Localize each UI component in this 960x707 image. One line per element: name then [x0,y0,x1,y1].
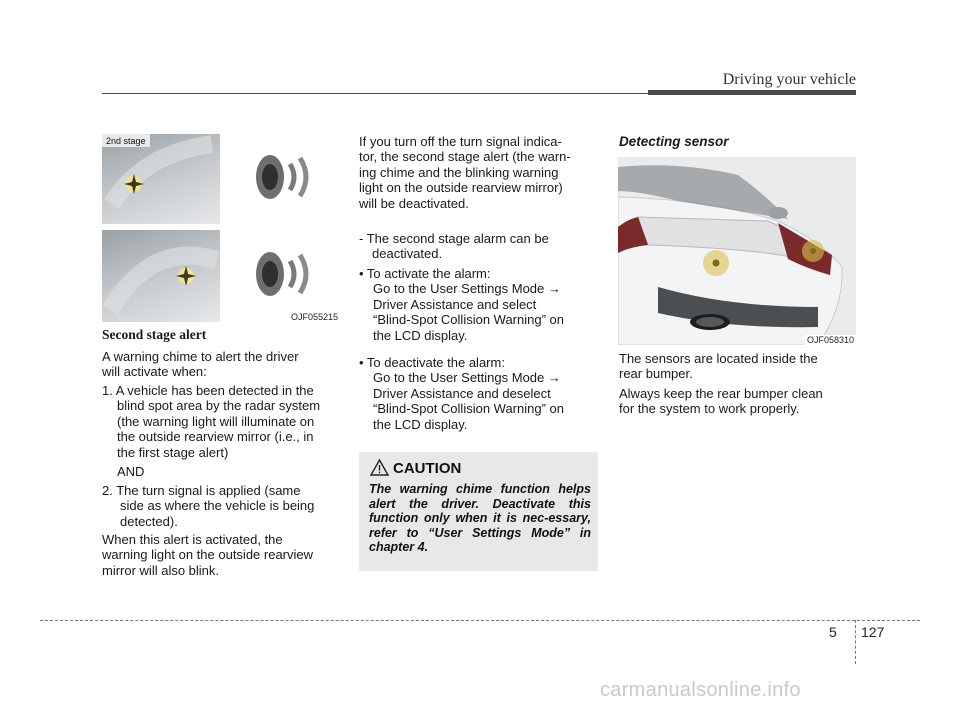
stage-label: 2nd stage [102,134,150,147]
turn-off-paragraph: If you turn off the turn signal indica- tor, the second stage alert (the warn- ing chime and the blinking warning light on the outside rearview mirror) will be deactivated. [359,134,571,211]
footer-rule [40,620,920,621]
header-rule [102,93,648,94]
page-number: 127 [861,624,885,640]
speaker-panel-bottom [224,230,340,322]
speaker-icon [224,134,340,224]
condition-1: 1. A vehicle has been detected in the blind spot area by the radar system (the warning light will illuminate on the outside rearview mirror (i.e., in the first stage alert) [102,383,321,460]
footer-vertical-rule [855,620,856,664]
second-stage-heading: Second stage alert [102,327,207,342]
chapter-number: 5 [829,624,837,640]
mirror-light-icon [102,230,220,322]
watermark: carmanualsonline.info [600,679,801,701]
caution-text: The warning chime function helps alert the driver. Deactivate this function only when it is nec-essary, refer to “User Settings Mode” in chapter 4. [369,482,591,555]
mirror-panel-top [102,134,220,224]
caution-title: CAUTION [393,460,462,477]
figure-code: OJF058310 [806,335,854,345]
section-title: Driving your vehicle [722,71,856,88]
caution-box [359,452,598,571]
deactivate-note: - The second stage alarm can be deactivated. [359,231,549,262]
closing-paragraph: When this alert is activated, the warning light on the outside rearview mirror will also blink. [102,532,314,578]
car-rear-illustration [618,157,856,345]
mirror-panel-bottom [102,230,220,322]
sensor-location-paragraph: The sensors are located inside the rear bumper. [619,351,818,382]
figure-code: OJF055215 [290,312,338,322]
mirror-light-icon [102,134,220,224]
header-bar [648,90,856,95]
speaker-panel-top [224,134,340,224]
detecting-sensor-heading: Detecting sensor [619,134,729,149]
activate-alarm-item: • To activate the alarm: Go to the User Settings Mode → Driver Assistance and select “Blind-Spot Collision Warning” on the LCD display. [359,266,564,343]
intro-paragraph: A warning chime to alert the driver will activate when: [102,349,299,380]
rear-bumper-sensor-photo [618,157,856,345]
warning-triangle-icon [370,459,389,476]
second-stage-illustration [102,134,340,322]
condition-2: 2. The turn signal is applied (same side as where the vehicle is being detected). [102,483,315,529]
deactivate-alarm-item: • To deactivate the alarm: Go to the User Settings Mode → Driver Assistance and deselect “Blind-Spot Collision Warning” on the LCD display. [359,355,564,432]
keep-clean-paragraph: Always keep the rear bumper clean for the system to work properly. [619,386,823,417]
and-label: AND [117,464,145,479]
speaker-icon [224,230,340,322]
